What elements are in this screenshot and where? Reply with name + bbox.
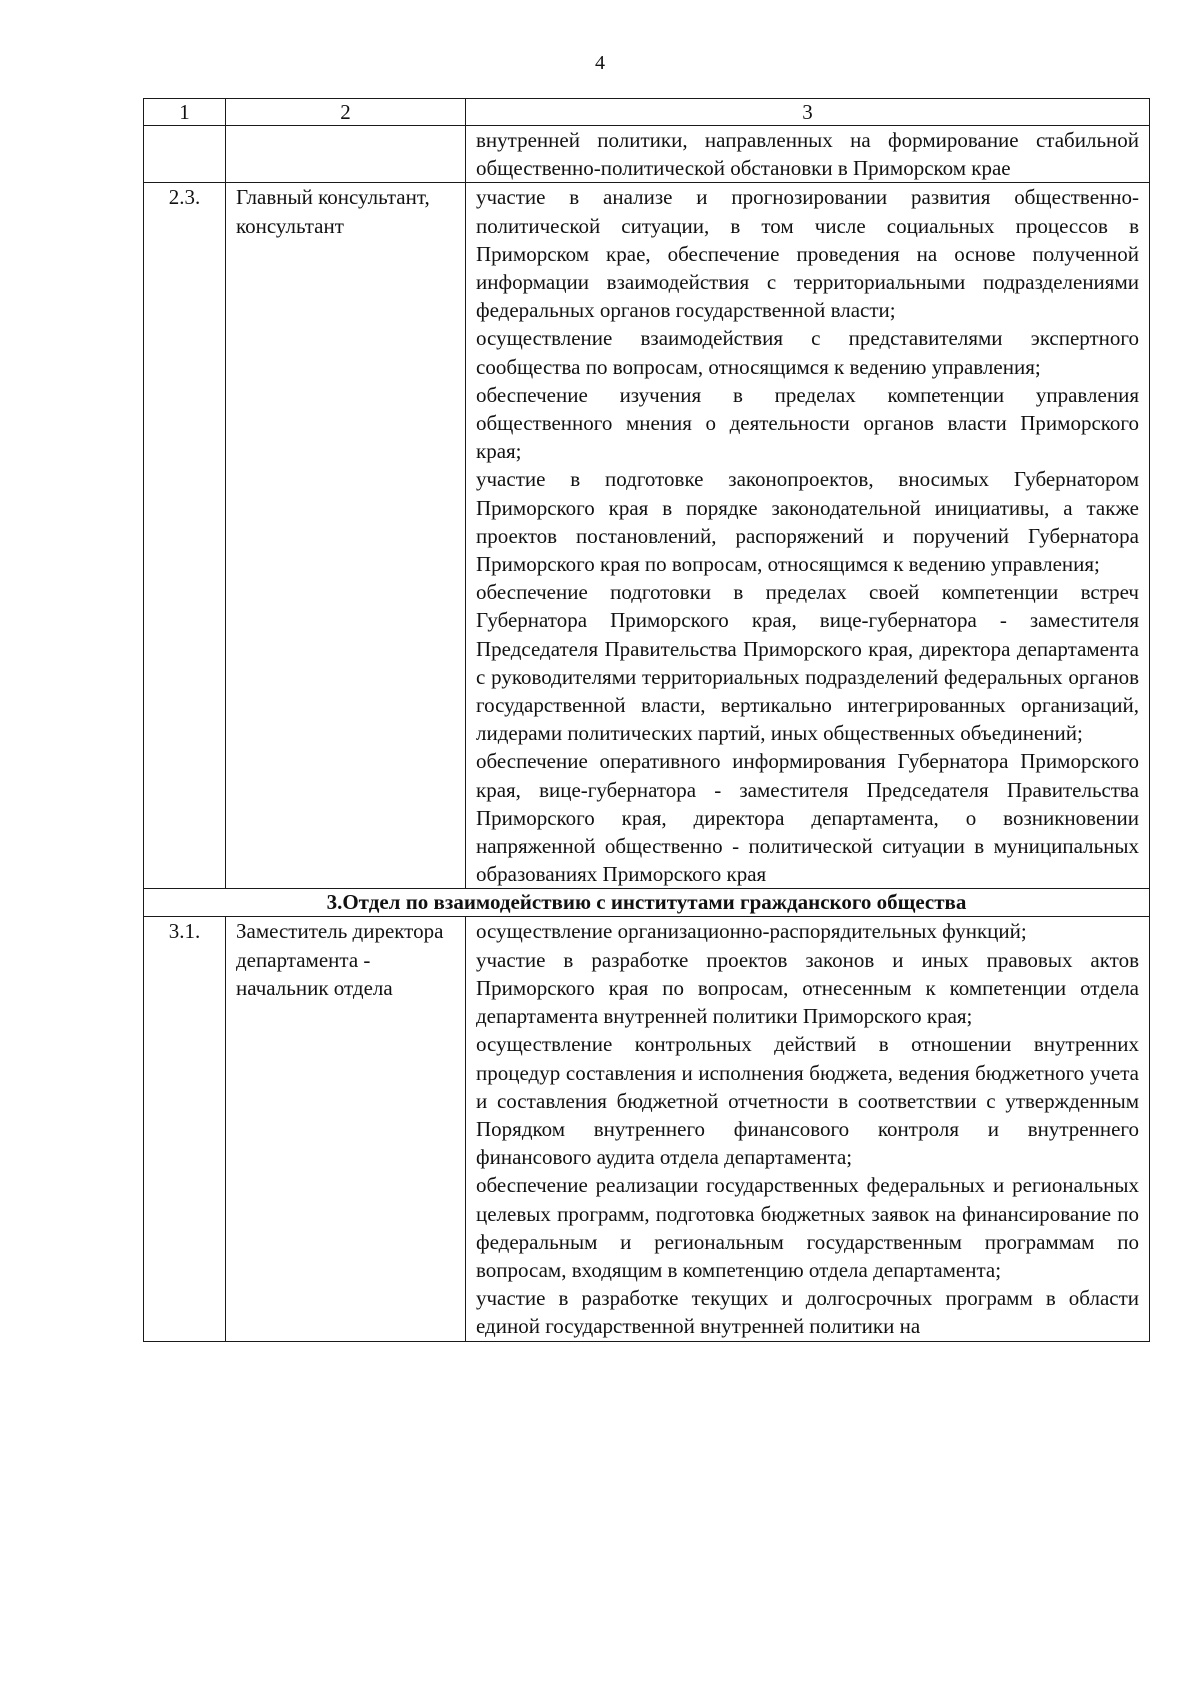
duties-cell bbox=[466, 126, 1150, 183]
position-title: Главный консультант, консультант bbox=[226, 183, 466, 889]
duty-item: обеспечение оперативного информирования Губернатора Приморского края, вице-губернатора - заместителя Председателя Правительства Приморского края, директора департамента, о возникновении напряженной общественно - политической ситуации в муниципальных образованиях Приморского края bbox=[476, 749, 1139, 887]
column-header-2: 2 bbox=[226, 99, 466, 126]
table-header-row bbox=[144, 99, 1150, 126]
row-number bbox=[144, 126, 226, 183]
position-title bbox=[226, 126, 466, 183]
duties-cell bbox=[466, 183, 1150, 889]
duty-item: осуществление организационно-распорядительных функций; bbox=[476, 919, 1027, 944]
duty-item: внутренней политики, направленных на формирование стабильной общественно-политической обстановки в Приморском крае bbox=[476, 128, 1139, 181]
duty-item: осуществление контрольных действий в отношении внутренних процедур составления и исполнения бюджета, ведения бюджетного учета и составления бюджетной отчетности в соответствии с утвержденным Порядком внутреннего финансового контроля и внутреннего финансового аудита отдела департамента; bbox=[476, 1032, 1139, 1170]
position-title: Заместитель директора департамента - начальник отдела bbox=[226, 917, 466, 1341]
duties-table bbox=[143, 98, 1150, 1342]
duties-cell bbox=[466, 917, 1150, 1341]
column-header-1: 1 bbox=[144, 99, 226, 126]
section-header-row bbox=[144, 889, 1150, 917]
duty-item: участие в анализе и прогнозировании развития общественно-политической ситуации, в том числе социальных процессов в Приморском крае, обеспечение проведения на основе полученной информации взаимодействия с территориальными подразделениями федеральных органов государственной власти; bbox=[476, 185, 1139, 323]
row-number: 2.3. bbox=[144, 183, 226, 889]
table-row bbox=[144, 183, 1150, 889]
duty-item: обеспечение подготовки в пределах своей компетенции встреч Губернатора Приморского края, вице-губернатора - заместителя Председателя Правительства Приморского края, директора департамента с руководителями территориальных подразделений федеральных органов государственной власти, вертикально интегрированных организаций, лидерами политических партий, иных общественных объединений; bbox=[476, 580, 1139, 746]
table-row bbox=[144, 917, 1150, 1341]
column-header-3: 3 bbox=[466, 99, 1150, 126]
section-title: 3.Отдел по взаимодействию с институтами гражданского общества bbox=[144, 889, 1150, 917]
table-row bbox=[144, 126, 1150, 183]
duty-item: обеспечение изучения в пределах компетенции управления общественного мнения о деятельности органов власти Приморского края; bbox=[476, 382, 1139, 464]
row-number: 3.1. bbox=[144, 917, 226, 1341]
page-number: 4 bbox=[595, 52, 605, 74]
duty-item: участие в подготовке законопроектов, вносимых Губернатором Приморского края в порядке законодательной инициативы, а также проектов постановлений, распоряжений и поручений Губернатора Приморского края по вопросам, относящимся к ведению управления; bbox=[476, 467, 1139, 577]
duty-item: участие в разработке проектов законов и иных правовых актов Приморского края по вопросам, отнесенным к компетенции отдела департамента внутренней политики Приморского края; bbox=[476, 947, 1139, 1029]
duty-item: участие в разработке текущих и долгосрочных программ в области единой государственной внутренней политики на bbox=[476, 1286, 1139, 1339]
duty-item: обеспечение реализации государственных федеральных и региональных целевых программ, подготовка бюджетных заявок на финансирование по федеральным и региональным государственным программам по вопросам, входящим в компетенцию отдела департамента; bbox=[476, 1173, 1139, 1282]
duty-item: осуществление взаимодействия с представителями экспертного сообщества по вопросам, относящимся к ведению управления; bbox=[476, 326, 1139, 379]
